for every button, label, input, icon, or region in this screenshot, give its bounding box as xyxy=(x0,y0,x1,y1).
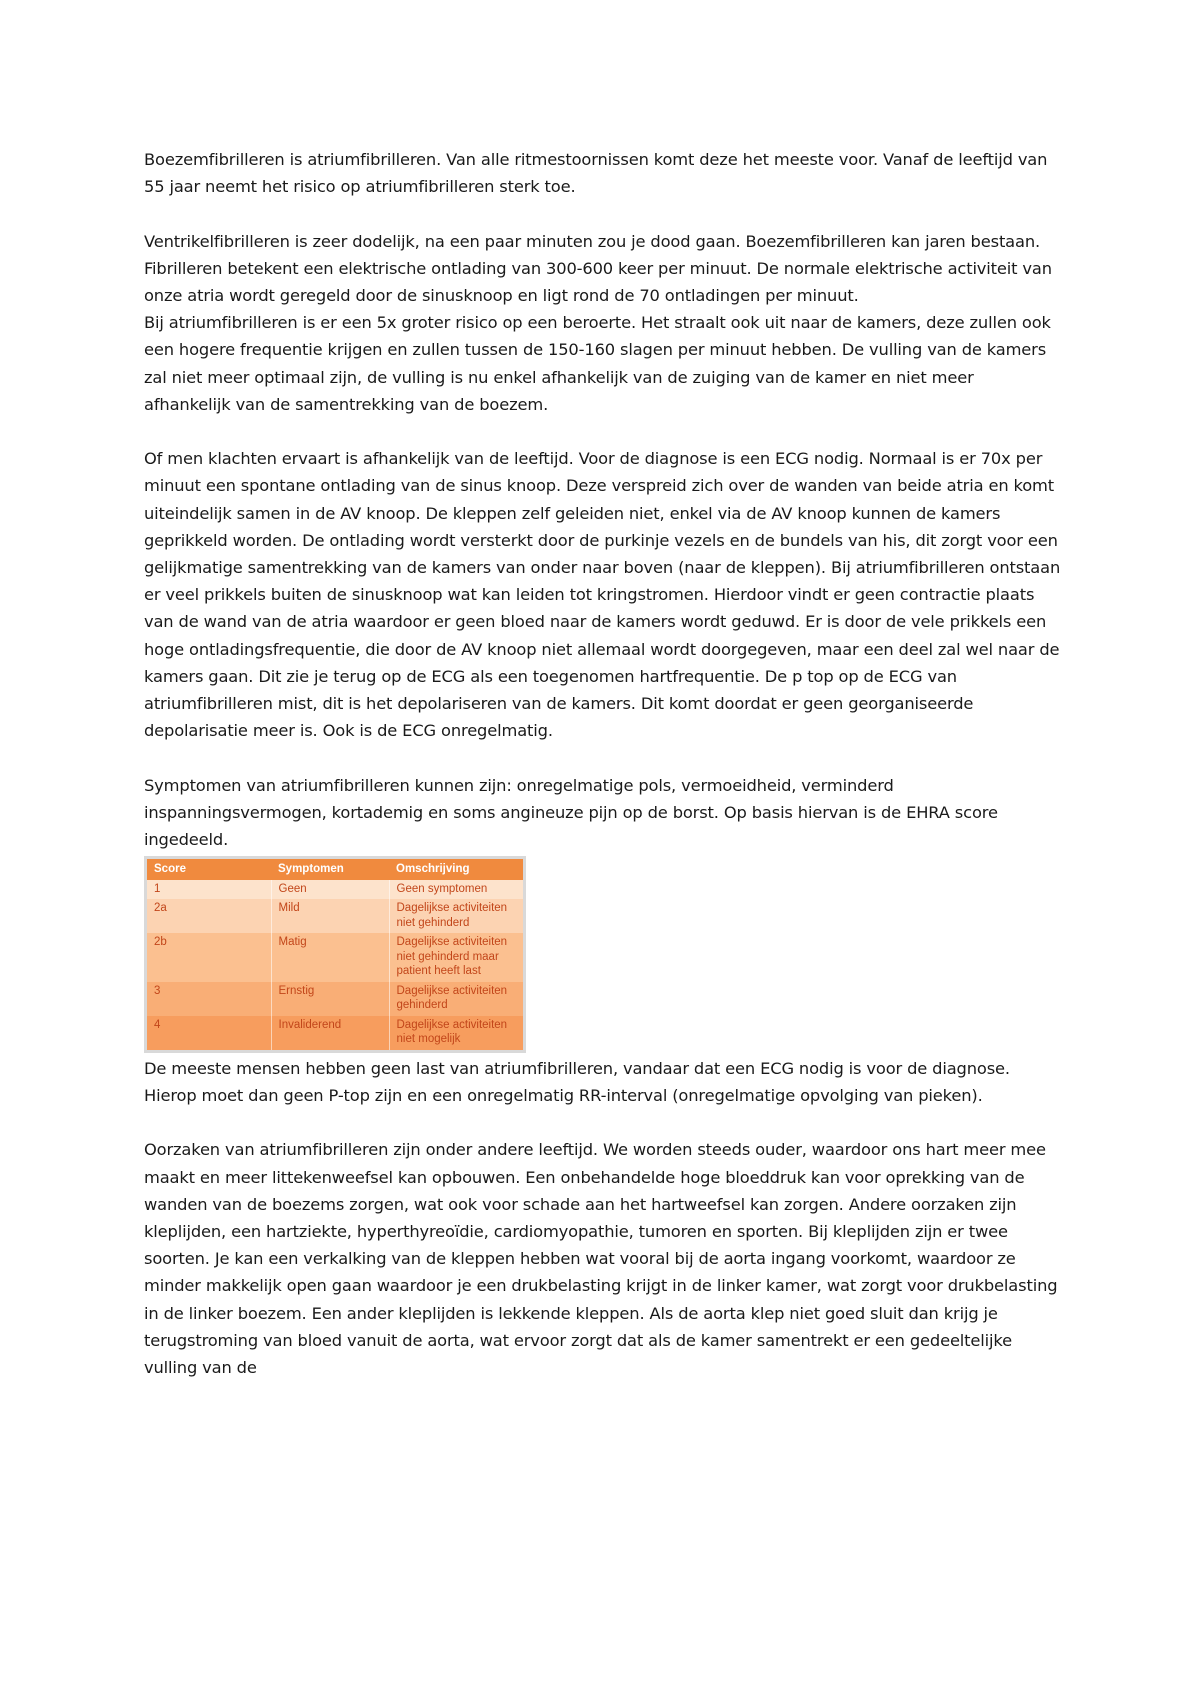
cell-omschrijving: Dagelijkse activiteiten niet gehinderd maar patient heeft last xyxy=(389,933,525,982)
paragraph-symptomen: Symptomen van atriumfibrilleren kunnen zijn: onregelmatige pols, vermoeidheid, verminderd inspanningsvermogen, kortademig en soms angineuze pijn op de borst. Op basis hiervan is de EHRA score ingedeeld. xyxy=(144,775,998,850)
cell-omschrijving: Geen symptomen xyxy=(389,880,525,900)
column-header-omschrijving: Omschrijving xyxy=(389,858,525,880)
document-body xyxy=(144,146,1064,1381)
cell-score: 1 xyxy=(146,880,272,900)
cell-omschrijving: Dagelijkse activiteiten niet gehinderd xyxy=(389,899,525,933)
table-row xyxy=(146,899,525,933)
paragraph-gap xyxy=(144,744,1064,771)
paragraph-gap xyxy=(144,200,1064,227)
cell-symptomen: Matig xyxy=(271,933,389,982)
paragraph-oorzaken: Oorzaken van atriumfibrilleren zijn onder andere leeftijd. We worden steeds ouder, waardoor ons hart meer mee maakt en meer littekenweefsel kan opbouwen. Een onbehandelde hoge bloeddruk kan voor oprekking van de wanden van de boezems zorgen, wat ook voor schade aan het hartweefsel kan zorgen. Andere oorzaken zijn kleplijden, een hartziekte, hyperthyreoïdie, cardiomyopathie, tumoren en sporten. Bij kleplijden zijn er twee soorten. Je kan een verkalking van de kleppen hebben wat vooral bij de aorta ingang voorkomt, waardoor ze minder makkelijk open gaan waardoor je een drukbelasting krijgt in de linker kamer, wat zorgt voor drukbelasting in de linker boezem. Een ander kleplijden is lekkende kleppen. Als de aorta klep niet goed sluit dan krijg je terugstroming van bloed vanuit de aorta, wat ervoor zorgt dat als de kamer samentrekt er een gedeeltelijke vulling van de xyxy=(144,1140,1058,1377)
cell-symptomen: Mild xyxy=(271,899,389,933)
column-header-symptomen: Symptomen xyxy=(271,858,389,880)
cell-symptomen: Geen xyxy=(271,880,389,900)
paragraph-meeste-mensen: De meeste mensen hebben geen last van atriumfibrilleren, vandaar dat een ECG nodig is voor de diagnose. Hierop moet dan geen P-top zijn en een onregelmatig RR-interval (onregelmatige opvolging van pieken). xyxy=(144,1058,1010,1105)
table-header-row xyxy=(146,858,525,880)
cell-omschrijving: Dagelijkse activiteiten niet mogelijk xyxy=(389,1016,525,1052)
cell-omschrijving: Dagelijkse activiteiten gehinderd xyxy=(389,982,525,1016)
paragraph-ventrikel: Ventrikelfibrilleren is zeer dodelijk, na een paar minuten zou je dood gaan. Boezemfibrilleren kan jaren bestaan. xyxy=(144,231,1041,251)
cell-score: 2a xyxy=(146,899,272,933)
cell-symptomen: Invaliderend xyxy=(271,1016,389,1052)
paragraph-gap xyxy=(144,418,1064,445)
paragraph-diagnose: Of men klachten ervaart is afhankelijk van de leeftijd. Voor de diagnose is een ECG nodig. Normaal is er 70x per minuut een spontane ontlading van de sinus knoop. Deze verspreid zich over de wanden van beide atria en komt uiteindelijk samen in de AV knoop. De kleppen zelf geleiden niet, enkel via de AV knoop kunnen de kamers geprikkeld worden. De ontlading wordt versterkt door de purkinje vezels en de bundels van his, dit zorgt voor een gelijkmatige samentrekking van de kamers van onder naar boven (naar de kleppen). Bij atriumfibrilleren ontstaan er veel prikkels buiten de sinusknoop wat kan leiden tot kringstromen. Hierdoor vindt er geen contractie plaats van de wand van de atria waardoor er geen bloed naar de kamers wordt geduwd. Er is door de vele prikkels een hoge ontladingsfrequentie, die door de AV knoop niet allemaal wordt doorgegeven, maar een deel zal wel naar de kamers gaan. Dit zie je terug op de ECG als een toegenomen hartfrequentie. De p top op de ECG van atriumfibrilleren mist, dit is het depolariseren van de kamers. Dit komt doordat er geen georganiseerde depolarisatie meer is. Ook is de ECG onregelmatig. xyxy=(144,449,1061,741)
cell-symptomen: Ernstig xyxy=(271,982,389,1016)
ehra-score-table xyxy=(144,856,526,1053)
paragraph-fibrilleren: Fibrilleren betekent een elektrische ontlading van 300-600 keer per minuut. De normale elektrische activiteit van onze atria wordt geregeld door de sinusknoop en ligt rond de 70 ontladingen per minuut. xyxy=(144,258,1052,305)
cell-score: 4 xyxy=(146,1016,272,1052)
table-row xyxy=(146,1016,525,1052)
paragraph-beroerte: Bij atriumfibrilleren is er een 5x groter risico op een beroerte. Het straalt ook uit naar de kamers, deze zullen ook een hogere frequentie krijgen en zullen tussen de 150-160 slagen per minuut hebben. De vulling van de kamers zal niet meer optimaal zijn, de vulling is nu enkel afhankelijk van de zuiging van de kamer en niet meer afhankelijk van de samentrekking van de boezem. xyxy=(144,313,1051,414)
table-row xyxy=(146,880,525,900)
paragraph-intro: Boezemfibrilleren is atriumfibrilleren. Van alle ritmestoornissen komt deze het meeste voor. Vanaf de leeftijd van 55 jaar neemt het risico op atriumfibrilleren sterk toe. xyxy=(144,150,1048,197)
column-header-score: Score xyxy=(146,858,272,880)
cell-score: 2b xyxy=(146,933,272,982)
table-row xyxy=(146,982,525,1016)
cell-score: 3 xyxy=(146,982,272,1016)
paragraph-gap xyxy=(144,1109,1064,1136)
table-row xyxy=(146,933,525,982)
